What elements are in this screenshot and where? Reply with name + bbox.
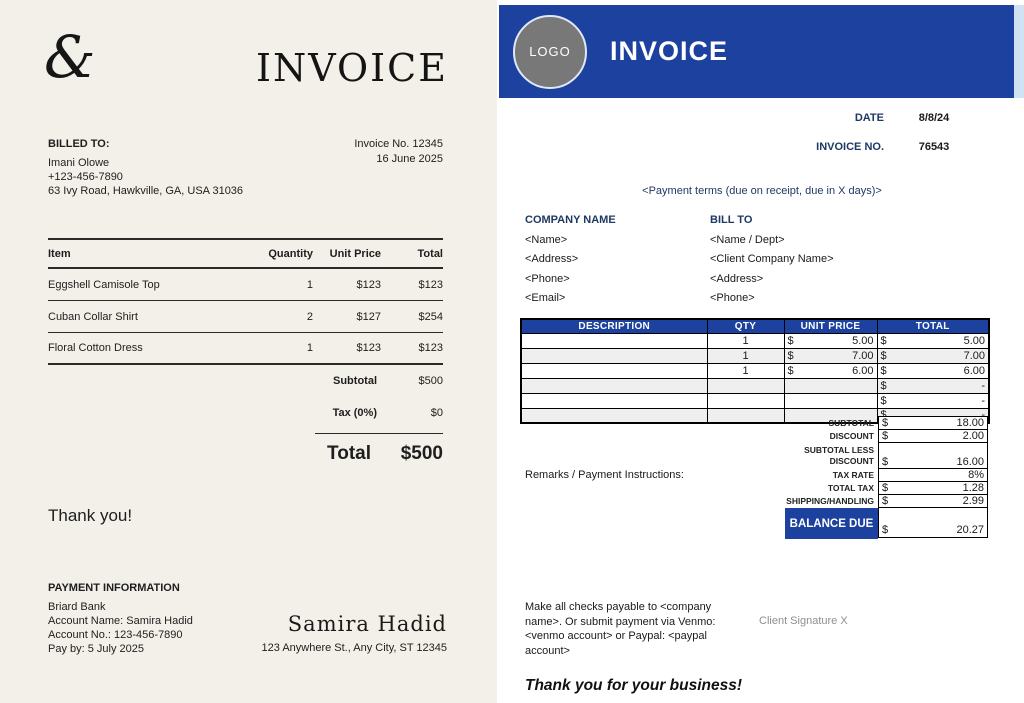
client-address-placeholder: <Address> [710, 272, 764, 285]
table-row [521, 348, 989, 363]
item-name: Floral Cotton Dress [48, 342, 143, 354]
company-address-placeholder: <Address> [525, 253, 579, 265]
left-invoice-page [0, 0, 497, 703]
item-total: $123 [418, 342, 443, 354]
subtotal-less-discount-label: SUBTOTAL LESS DISCOUNT [804, 445, 874, 466]
date-value: 8/8/24 [918, 112, 950, 124]
col-description-header: DESCRIPTION [521, 319, 707, 333]
left-invoice-meta [354, 137, 443, 167]
currency-symbol: $ [880, 349, 887, 362]
unit-price-cell [784, 333, 877, 348]
currency-symbol: $ [882, 482, 889, 494]
unit-price-cell [784, 363, 877, 378]
table-row [521, 378, 989, 393]
discount-label: DISCOUNT [829, 431, 874, 441]
qty-cell: 1 [707, 348, 784, 363]
table-row [48, 269, 443, 301]
right-items-table [520, 318, 990, 424]
invoice-no-value: 76543 [918, 141, 950, 153]
left-invoice-date: 16 June 2025 [376, 153, 443, 165]
left-invoice-number: Invoice No. 12345 [354, 138, 443, 150]
payment-terms-text: <Payment terms (due on receipt, due in X days)> [642, 185, 882, 197]
billed-to-block [48, 137, 243, 198]
subtotal-less-discount-row [520, 443, 988, 469]
total-amount: 6.00 [963, 364, 985, 377]
tax-row [243, 397, 443, 429]
total-cell [877, 348, 989, 363]
tax-value: $0 [430, 407, 443, 419]
subtotal-label: SUBTOTAL [828, 418, 874, 428]
item-total: $123 [418, 278, 443, 291]
grand-total-label: Total [327, 443, 371, 464]
discount-amount [878, 429, 988, 443]
header-banner [499, 5, 1014, 98]
date-label: DATE [854, 112, 884, 124]
col-item-header: Item [48, 247, 71, 260]
total-amount: - [981, 394, 985, 407]
logo-text: LOGO [529, 44, 571, 59]
table-row [521, 393, 989, 408]
item-total: $254 [418, 310, 443, 323]
subtotal-label: Subtotal [333, 375, 377, 387]
left-invoice-title: INVOICE [255, 46, 448, 90]
item-quantity: 1 [306, 342, 313, 354]
item-name: Cuban Collar Shirt [48, 310, 138, 323]
company-name-label: COMPANY NAME [525, 214, 616, 226]
invoice-no-row [497, 141, 1024, 153]
description-cell [521, 363, 707, 378]
subtotal-row [243, 365, 443, 397]
unit-price-cell [784, 348, 877, 363]
remarks-label: Remarks / Payment Instructions: [525, 469, 684, 481]
table-row [48, 301, 443, 333]
banner-edge-strip [1014, 5, 1024, 98]
bill-to-block [710, 211, 834, 309]
total-cell [877, 393, 989, 408]
payment-info-block [48, 581, 193, 656]
balance-due-value: 20.27 [956, 524, 984, 536]
signature-block [262, 612, 447, 654]
unit-price-cell [784, 393, 877, 408]
currency-symbol: $ [882, 430, 889, 442]
table-row [48, 333, 443, 365]
payment-info-label: PAYMENT INFORMATION [48, 582, 180, 594]
shipping-value: 2.99 [962, 495, 984, 507]
ampersand-logo-icon: & [44, 23, 96, 91]
tax-label: Tax (0%) [332, 407, 377, 419]
total-cell [877, 378, 989, 393]
right-invoice-page [497, 0, 1024, 703]
currency-symbol: $ [882, 456, 889, 468]
signature-name: Samira Hadid [287, 612, 447, 636]
currency-symbol: $ [787, 334, 794, 347]
bill-to-label: BILL TO [710, 214, 753, 226]
right-invoice-title: INVOICE [610, 36, 729, 66]
currency-symbol: $ [882, 524, 889, 536]
left-items-table [48, 238, 443, 365]
total-amount: 5.00 [963, 334, 985, 347]
billed-to-phone: +123-456-7890 [48, 171, 123, 183]
description-cell [521, 333, 707, 348]
tax-rate-value: 8% [968, 469, 984, 481]
parties-block [525, 211, 834, 309]
col-total-header: TOTAL [877, 319, 989, 333]
balance-due-label: BALANCE DUE [785, 508, 878, 539]
qty-cell [707, 393, 784, 408]
billed-to-label: BILLED TO: [48, 138, 110, 150]
grand-total-value: $500 [400, 443, 443, 464]
invoice-no-label: INVOICE NO. [816, 141, 884, 153]
balance-due-row [520, 508, 988, 539]
item-unit-price: $123 [356, 342, 381, 354]
tax-rate-amount [878, 468, 988, 482]
left-table-header [48, 238, 443, 269]
billed-to-address: 63 Ivy Road, Hawkville, GA, USA 31036 [48, 185, 244, 197]
item-unit-price: $127 [356, 310, 381, 323]
qty-cell: 1 [707, 333, 784, 348]
item-quantity: 1 [306, 278, 313, 291]
total-cell [877, 333, 989, 348]
total-divider [315, 433, 443, 434]
unit-amount: 7.00 [852, 349, 874, 362]
unit-price-cell [784, 378, 877, 393]
col-quantity-header: Quantity [268, 247, 313, 260]
total-tax-amount [878, 481, 988, 495]
col-total-header: Total [417, 247, 443, 260]
table-row [521, 333, 989, 348]
company-block [525, 211, 710, 309]
grand-total-row [243, 436, 443, 472]
date-row [497, 112, 1024, 124]
description-cell [521, 348, 707, 363]
discount-value: 2.00 [962, 430, 984, 442]
currency-symbol: $ [882, 417, 889, 429]
client-company-placeholder: <Client Company Name> [710, 253, 834, 265]
item-unit-price: $123 [356, 278, 381, 291]
total-amount: - [981, 379, 985, 392]
subtotal-value: $500 [418, 375, 443, 387]
pay-by-date: Pay by: 5 July 2025 [48, 643, 145, 655]
col-unitprice-header: UNIT PRICE [784, 319, 877, 333]
item-quantity: 2 [306, 310, 313, 323]
shipping-amount [878, 494, 988, 508]
company-phone-placeholder: <Phone> [525, 272, 570, 285]
bank-name: Briard Bank [48, 601, 106, 613]
col-qty-header: QTY [707, 319, 784, 333]
currency-symbol: $ [787, 364, 794, 377]
subtotal-amount [878, 416, 988, 430]
currency-symbol: $ [880, 334, 887, 347]
total-tax-label: TOTAL TAX [827, 483, 874, 493]
company-name-placeholder: <Name> [525, 233, 568, 246]
business-thanks-text: Thank you for your business! [525, 677, 743, 694]
total-cell [877, 363, 989, 378]
subtotal-less-discount-value: 16.00 [956, 456, 984, 468]
right-invoice-meta [497, 112, 1024, 170]
qty-cell [707, 378, 784, 393]
right-table-header [521, 319, 989, 333]
col-unitprice-header: Unit Price [329, 247, 381, 260]
total-tax-value: 1.28 [962, 482, 984, 494]
currency-symbol: $ [882, 495, 889, 507]
item-name: Eggshell Camisole Top [48, 278, 160, 291]
account-number: Account No.: 123-456-7890 [48, 629, 183, 641]
signature-address: 123 Anywhere St., Any City, ST 12345 [261, 642, 447, 654]
description-cell [521, 378, 707, 393]
balance-due-amount [878, 507, 988, 538]
currency-symbol: $ [880, 379, 887, 392]
billed-to-name: Imani Olowe [48, 157, 110, 169]
currency-symbol: $ [880, 364, 887, 377]
client-name-placeholder: <Name / Dept> [710, 233, 785, 246]
subtotal-value: 18.00 [956, 417, 984, 429]
account-name: Account Name: Samira Hadid [48, 615, 193, 627]
company-email-placeholder: <Email> [525, 292, 566, 304]
client-phone-placeholder: <Phone> [710, 292, 755, 304]
shipping-label: SHIPPING/HANDLING [786, 496, 874, 506]
checks-note: Make all checks payable to <company name>. Or submit payment via Venmo: <venmo account> or Paypal: <paypal account> [525, 601, 716, 657]
currency-symbol: $ [880, 394, 887, 407]
tax-rate-label: TAX RATE [832, 470, 874, 480]
logo-circle [513, 15, 587, 89]
unit-amount: 6.00 [852, 364, 874, 377]
left-totals-block [243, 365, 443, 472]
unit-amount: 5.00 [852, 334, 874, 347]
total-amount: 7.00 [963, 349, 985, 362]
currency-symbol: $ [787, 349, 794, 362]
table-row [521, 363, 989, 378]
description-cell [521, 393, 707, 408]
subtotal-less-discount-amount [878, 442, 988, 469]
thank-you-text: Thank you! [48, 506, 133, 525]
client-signature-line: Client Signature X [759, 615, 848, 627]
qty-cell: 1 [707, 363, 784, 378]
